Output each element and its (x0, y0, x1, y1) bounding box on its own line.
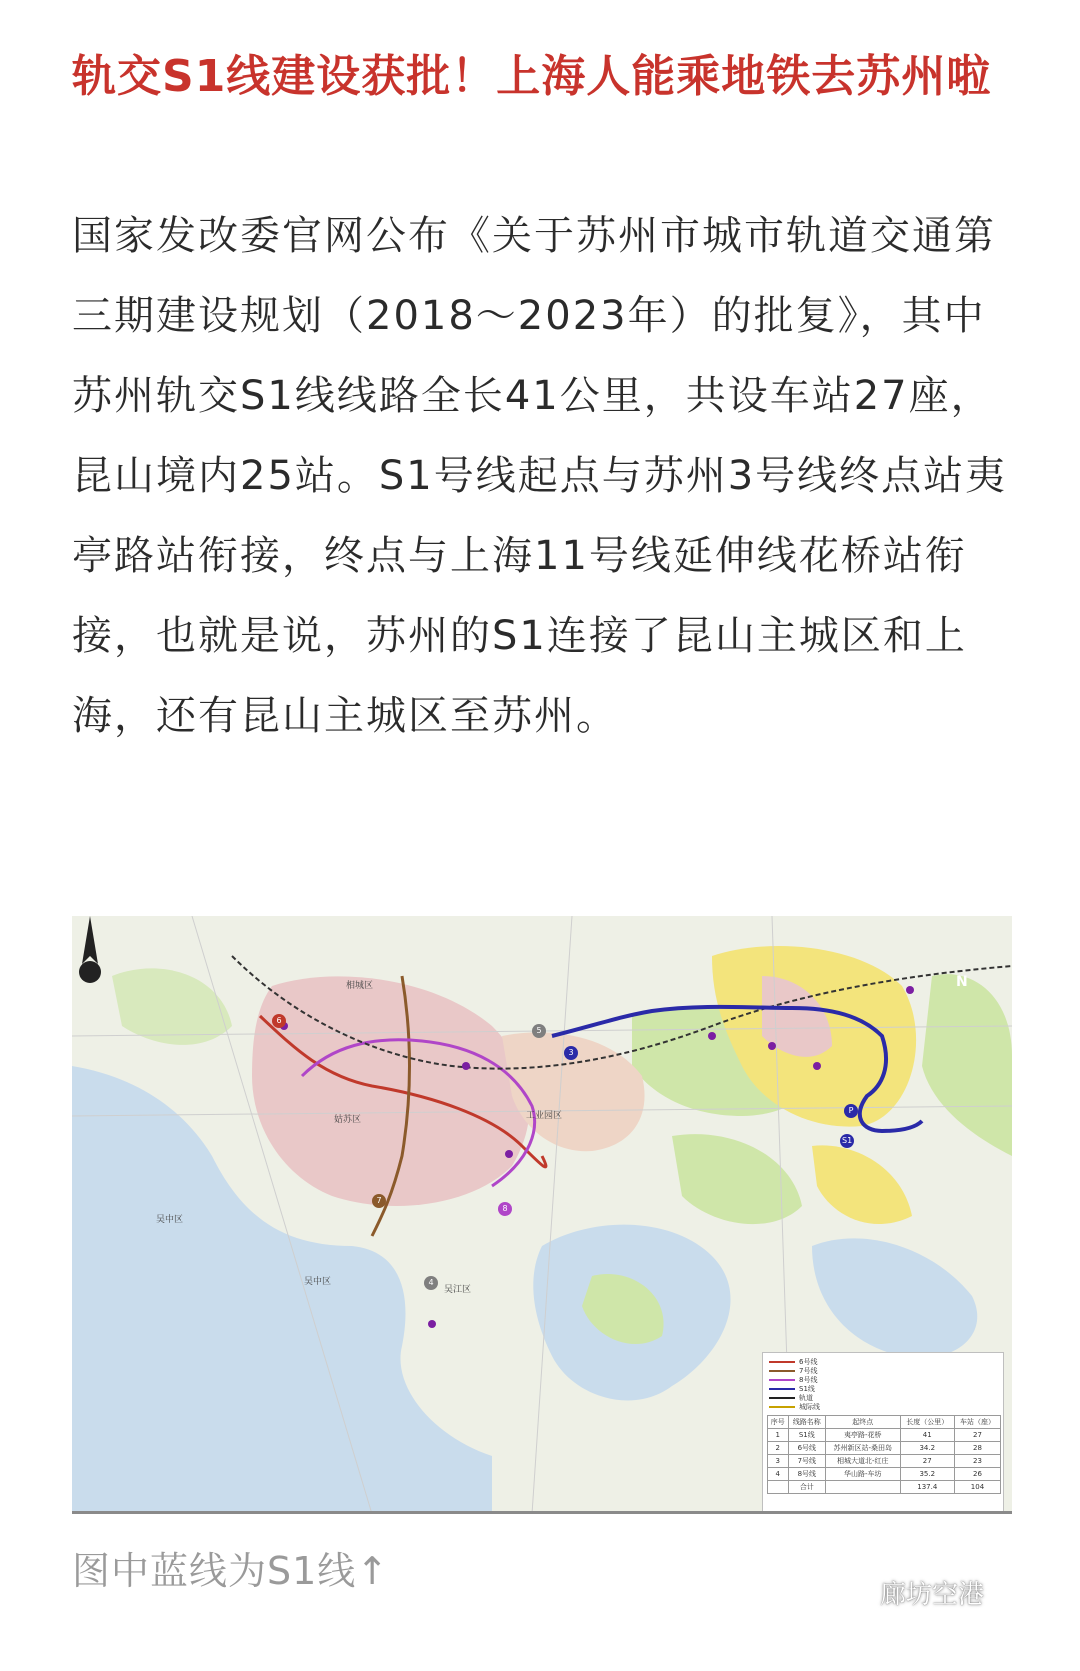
legend-table-row (768, 1481, 1001, 1494)
legend-table-header-cell: 线路名称 (788, 1416, 826, 1429)
legend-table-cell: 26 (954, 1468, 1000, 1481)
legend-table-cell: 4 (768, 1468, 789, 1481)
district-label: 工业园区 (526, 1111, 563, 1121)
station-badge: 5 (532, 1024, 546, 1038)
legend-table-row (768, 1429, 1001, 1442)
legend-table-cell: 夷亭路-花桥 (826, 1429, 900, 1442)
legend-table-cell: 1 (768, 1429, 789, 1442)
legend-table-cell: 28 (954, 1442, 1000, 1455)
station-badge: 8 (498, 1202, 512, 1216)
legend-table (767, 1415, 1001, 1494)
legend-table-header-cell: 起终点 (826, 1416, 900, 1429)
legend-table-row (768, 1442, 1001, 1455)
image-caption: 图中蓝线为S1线↑ (72, 1549, 390, 1593)
station-badge: P (844, 1104, 858, 1118)
legend-swatch (769, 1397, 795, 1399)
legend-line-list (769, 1357, 999, 1413)
station-badge: 7 (372, 1194, 386, 1208)
legend-table-cell: S1线 (788, 1429, 826, 1442)
legend-table-cell: 27 (900, 1455, 954, 1468)
legend-table-cell: 华山路-车坊 (826, 1468, 900, 1481)
legend-table-body (768, 1429, 1001, 1494)
legend-table-cell: 6号线 (788, 1442, 826, 1455)
station-badge: S1 (840, 1134, 854, 1148)
legend-table-cell: 41 (900, 1429, 954, 1442)
legend-table-row (768, 1468, 1001, 1481)
legend-table-cell: 相城大道北-红庄 (826, 1455, 900, 1468)
legend-table-cell: 7号线 (788, 1455, 826, 1468)
district-label: 吴中区 (156, 1215, 184, 1225)
account-watermark (832, 1574, 984, 1611)
wechat-icon (832, 1575, 872, 1611)
legend-table-cell: 104 (954, 1481, 1000, 1494)
metro-map-image[interactable] (72, 916, 1012, 1514)
legend-label: 轨道 (799, 1393, 813, 1402)
legend-table-cell: 3 (768, 1455, 789, 1468)
legend-table-cell: 34.2 (900, 1442, 954, 1455)
legend-table-header-cell: 序号 (768, 1416, 789, 1429)
legend-line-item (769, 1402, 999, 1411)
legend-table-cell: 合计 (788, 1481, 826, 1494)
legend-table-cell: 2 (768, 1442, 789, 1455)
legend-table-header-cell: 车站（座） (954, 1416, 1000, 1429)
legend-swatch (769, 1388, 795, 1390)
watermark-text: 廊坊空港 (880, 1580, 985, 1610)
compass-north-label: N (956, 974, 968, 990)
legend-table-cell: 137.4 (900, 1481, 954, 1494)
district-label: 吴中区 (304, 1277, 332, 1287)
legend-table-cell (768, 1481, 789, 1494)
map-legend (762, 1352, 1004, 1512)
legend-label: 7号线 (799, 1366, 818, 1375)
district-label: 相城区 (346, 981, 374, 991)
station-badge: 3 (564, 1046, 578, 1060)
legend-table-cell: 35.2 (900, 1468, 954, 1481)
article-headline: 轨交S1线建设获批！上海人能乘地铁去苏州啦 (72, 51, 992, 102)
station-badge: 4 (424, 1276, 438, 1290)
legend-table-header-cell: 长度（公里） (900, 1416, 954, 1429)
article-body: 国家发改委官网公布《关于苏州市城市轨道交通第三期建设规划（2018～2023年）的批复》，其中苏州轨交S1线线路全长41公里，共设车站27座，昆山境内25站。S1号线起点与苏州3号线终点站夷亭路站衔接，终点与上海11号线延伸线花桥站衔接，也就是说，苏州的S1连接了昆山主城区和上海，还有昆山主城区至苏州。 (72, 213, 1008, 739)
legend-swatch (769, 1370, 795, 1372)
legend-swatch (769, 1406, 795, 1408)
legend-label: 城际线 (799, 1402, 820, 1411)
legend-table-row (768, 1455, 1001, 1468)
district-label: 姑苏区 (334, 1115, 362, 1125)
legend-swatch (769, 1361, 795, 1363)
figure-border (72, 1511, 1012, 1514)
legend-table-cell: 苏州新区站-桑田岛 (826, 1442, 900, 1455)
legend-table-cell (826, 1481, 900, 1494)
legend-swatch (769, 1379, 795, 1381)
legend-table-cell: 27 (954, 1429, 1000, 1442)
legend-label: 8号线 (799, 1375, 818, 1384)
legend-table-cell: 23 (954, 1455, 1000, 1468)
legend-label: S1线 (799, 1384, 815, 1393)
legend-table-cell: 8号线 (788, 1468, 826, 1481)
legend-label: 6号线 (799, 1357, 818, 1366)
compass-icon (72, 916, 108, 996)
station-badge: 6 (272, 1014, 286, 1028)
legend-table-header (768, 1416, 1001, 1429)
district-label: 吴江区 (444, 1285, 472, 1295)
